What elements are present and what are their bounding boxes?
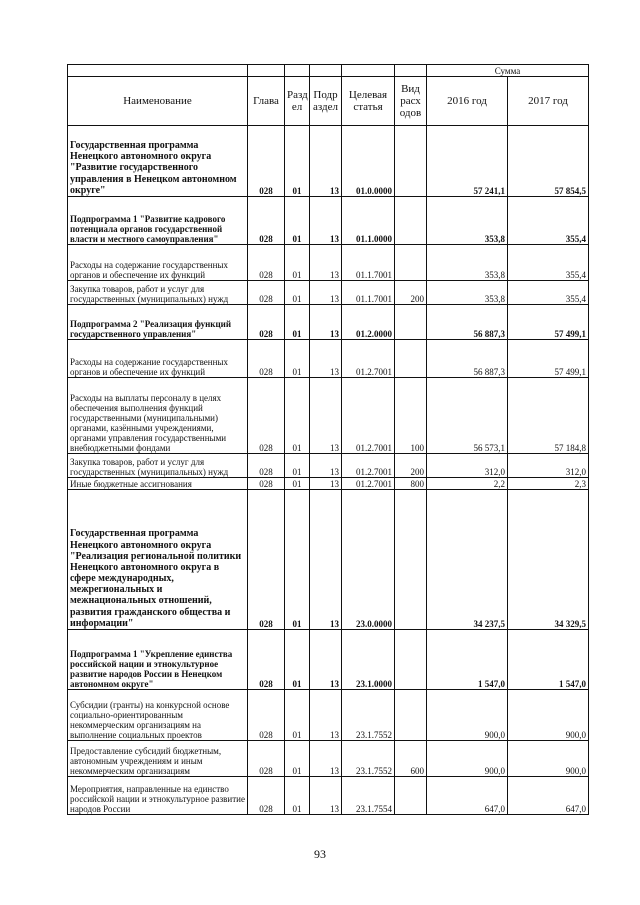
row-vid: 200 [395, 454, 427, 478]
header-podrazdel: Подр аздел [310, 77, 342, 126]
row-name: Подпрограмма 2 "Реализация функций государственного управления" [68, 305, 248, 340]
row-vid [395, 245, 427, 281]
row-stat: 01.1.7001 [342, 245, 395, 281]
table-row [68, 490, 589, 630]
row-name: Расходы на содержание государственных органов и обеспечение их функций [68, 245, 248, 281]
table-row [68, 340, 589, 378]
header-glava: Глава [248, 77, 285, 126]
row-2016: 56 573,1 [427, 378, 508, 454]
row-stat: 01.0.0000 [342, 126, 395, 197]
row-2016: 353,8 [427, 245, 508, 281]
row-glava: 028 [248, 777, 285, 815]
row-razdel: 01 [285, 478, 310, 490]
row-podrazdel: 13 [310, 777, 342, 815]
table-row [68, 305, 589, 340]
row-razdel: 01 [285, 630, 310, 690]
row-razdel: 01 [285, 281, 310, 305]
row-podrazdel: 13 [310, 630, 342, 690]
table-row [68, 197, 589, 245]
table-row [68, 630, 589, 690]
row-podrazdel: 13 [310, 741, 342, 777]
table-row [68, 454, 589, 478]
row-2016: 900,0 [427, 690, 508, 741]
row-2017: 57 499,1 [508, 305, 589, 340]
table-row [68, 741, 589, 777]
row-podrazdel: 13 [310, 454, 342, 478]
row-stat: 01.2.7001 [342, 478, 395, 490]
table-row [68, 690, 589, 741]
table-row [68, 478, 589, 490]
row-2017: 900,0 [508, 690, 589, 741]
row-razdel: 01 [285, 305, 310, 340]
row-name: Иные бюджетные ассигнования [68, 478, 248, 490]
row-2017: 57 499,1 [508, 340, 589, 378]
row-2017: 34 329,5 [508, 490, 589, 630]
table-row [68, 245, 589, 281]
row-glava: 028 [248, 245, 285, 281]
budget-table [67, 64, 589, 815]
row-glava: 028 [248, 126, 285, 197]
row-stat: 23.1.7552 [342, 741, 395, 777]
row-stat: 23.1.7554 [342, 777, 395, 815]
row-glava: 028 [248, 490, 285, 630]
row-vid [395, 630, 427, 690]
row-glava: 028 [248, 478, 285, 490]
row-glava: 028 [248, 197, 285, 245]
row-razdel: 01 [285, 126, 310, 197]
row-name: Расходы на выплаты персоналу в целях обеспечения выполнения функций государственными (муниципальными) органами, казёнными учреждениями, органами управления государственными внебюджетными фондами [68, 378, 248, 454]
row-vid [395, 340, 427, 378]
row-razdel: 01 [285, 454, 310, 478]
header-stat: Целевая статья [342, 77, 395, 126]
header-name: Наименование [68, 77, 248, 126]
header-razdel: Разд ел [285, 77, 310, 126]
row-vid: 100 [395, 378, 427, 454]
row-name: Закупка товаров, работ и услуг для государственных (муниципальных) нужд [68, 454, 248, 478]
header-2017: 2017 год [508, 77, 589, 126]
row-2016: 2,2 [427, 478, 508, 490]
row-podrazdel: 13 [310, 197, 342, 245]
table-row [68, 378, 589, 454]
row-2017: 355,4 [508, 281, 589, 305]
row-2016: 1 547,0 [427, 630, 508, 690]
header-row [68, 77, 589, 126]
row-stat: 23.1.0000 [342, 630, 395, 690]
row-2016: 353,8 [427, 281, 508, 305]
row-razdel: 01 [285, 245, 310, 281]
row-2017: 2,3 [508, 478, 589, 490]
row-razdel: 01 [285, 690, 310, 741]
row-podrazdel: 13 [310, 126, 342, 197]
header-2016: 2016 год [427, 77, 508, 126]
row-podrazdel: 13 [310, 690, 342, 741]
row-razdel: 01 [285, 197, 310, 245]
header-summa: Сумма [427, 65, 589, 77]
row-name: Мероприятия, направленные на единство российской нации и этнокультурное развитие народов России [68, 777, 248, 815]
row-vid [395, 690, 427, 741]
row-2016: 647,0 [427, 777, 508, 815]
row-vid: 600 [395, 741, 427, 777]
header-row-sum [68, 65, 589, 77]
row-glava: 028 [248, 305, 285, 340]
header-vid: Вид расх одов [395, 77, 427, 126]
row-vid [395, 126, 427, 197]
table-row [68, 126, 589, 197]
row-razdel: 01 [285, 490, 310, 630]
row-podrazdel: 13 [310, 340, 342, 378]
table-row [68, 281, 589, 305]
row-razdel: 01 [285, 777, 310, 815]
row-glava: 028 [248, 741, 285, 777]
row-stat: 01.1.7001 [342, 281, 395, 305]
row-podrazdel: 13 [310, 305, 342, 340]
row-2016: 56 887,3 [427, 305, 508, 340]
row-name: Предоставление субсидий бюджетным, автономным учреждениям и иным некоммерческим организациям [68, 741, 248, 777]
row-glava: 028 [248, 454, 285, 478]
row-vid [395, 197, 427, 245]
row-podrazdel: 13 [310, 245, 342, 281]
row-2017: 1 547,0 [508, 630, 589, 690]
row-2017: 355,4 [508, 197, 589, 245]
page-number: 93 [314, 847, 326, 861]
row-vid [395, 305, 427, 340]
row-2016: 900,0 [427, 741, 508, 777]
table-row [68, 777, 589, 815]
row-2016: 353,8 [427, 197, 508, 245]
row-2017: 57 854,5 [508, 126, 589, 197]
row-stat: 01.1.0000 [342, 197, 395, 245]
row-name: Государственная программа Ненецкого автономного округа "Развитие государственного управления в Ненецком автономном округе" [68, 126, 248, 197]
row-2016: 57 241,1 [427, 126, 508, 197]
row-glava: 028 [248, 690, 285, 741]
row-vid [395, 490, 427, 630]
row-2017: 647,0 [508, 777, 589, 815]
row-name: Расходы на содержание государственных органов и обеспечение их функций [68, 340, 248, 378]
row-glava: 028 [248, 281, 285, 305]
row-stat: 01.2.0000 [342, 305, 395, 340]
row-2017: 312,0 [508, 454, 589, 478]
row-stat: 23.0.0000 [342, 490, 395, 630]
row-name: Подпрограмма 1 "Развитие кадрового потенциала органов государственной власти и местного самоуправления" [68, 197, 248, 245]
row-2017: 355,4 [508, 245, 589, 281]
row-podrazdel: 13 [310, 478, 342, 490]
row-podrazdel: 13 [310, 378, 342, 454]
row-podrazdel: 13 [310, 281, 342, 305]
row-glava: 028 [248, 340, 285, 378]
row-vid [395, 777, 427, 815]
row-name: Государственная программа Ненецкого автономного округа "Реализация региональной политики Ненецкого автономного округа в сфере международных, межрегиональных и межнациональных отношений, развития гражданского общества и информации" [68, 490, 248, 630]
row-razdel: 01 [285, 378, 310, 454]
row-name: Подпрограмма 1 "Укрепление единства российской нации и этнокультурное развитие народов России в Ненецком автономном округе" [68, 630, 248, 690]
row-2017: 900,0 [508, 741, 589, 777]
row-razdel: 01 [285, 340, 310, 378]
row-podrazdel: 13 [310, 490, 342, 630]
row-2016: 312,0 [427, 454, 508, 478]
row-glava: 028 [248, 630, 285, 690]
row-stat: 01.2.7001 [342, 340, 395, 378]
row-glava: 028 [248, 378, 285, 454]
row-stat: 01.2.7001 [342, 454, 395, 478]
row-2016: 34 237,5 [427, 490, 508, 630]
row-2016: 56 887,3 [427, 340, 508, 378]
row-razdel: 01 [285, 741, 310, 777]
row-2017: 57 184,8 [508, 378, 589, 454]
row-stat: 01.2.7001 [342, 378, 395, 454]
row-stat: 23.1.7552 [342, 690, 395, 741]
row-name: Субсидии (гранты) на конкурсной основе социально-ориентированным некоммерческим организациям на выполнение социальных проектов [68, 690, 248, 741]
row-name: Закупка товаров, работ и услуг для государственных (муниципальных) нужд [68, 281, 248, 305]
row-vid: 800 [395, 478, 427, 490]
row-vid: 200 [395, 281, 427, 305]
